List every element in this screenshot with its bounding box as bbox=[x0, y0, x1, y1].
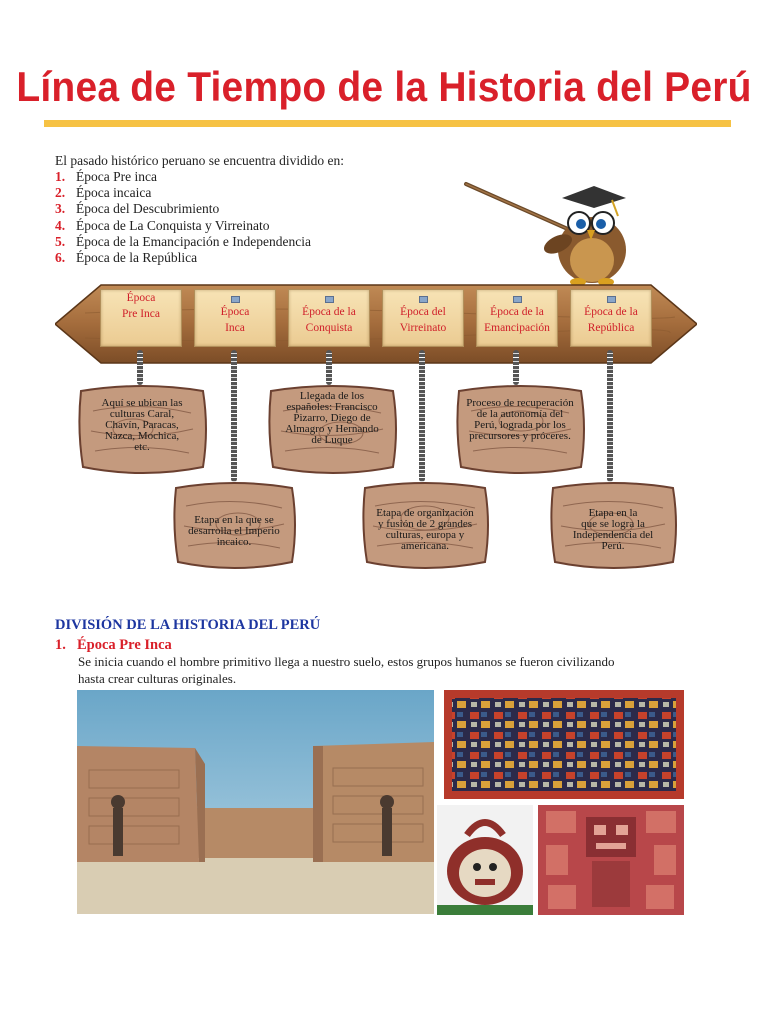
wood-sign-pre-inca bbox=[73, 381, 211, 477]
chan-chan-photo bbox=[77, 690, 434, 914]
sign-text: Llegada de los españoles: Francisco Pizarro, Diego de Almagro y Hernando de Luque bbox=[285, 390, 379, 446]
timeline-label-text: Época Inca bbox=[220, 306, 250, 334]
list-item bbox=[55, 201, 344, 217]
sign-text: Etapa de organización y fusión de 2 grandes culturas, europa y americana. bbox=[376, 507, 474, 552]
document-icon bbox=[231, 296, 240, 303]
wood-sign-republica bbox=[545, 478, 681, 572]
sign-text: Aquí se ubican las culturas Caral, Chavín, Paracas, Nazca, Mochica, etc. bbox=[101, 397, 183, 453]
timeline-label-text: Época de la Emancipación bbox=[484, 306, 550, 334]
subsection-label: Época Pre Inca bbox=[77, 637, 172, 653]
subsection-number: 1. bbox=[55, 637, 66, 653]
timeline-label-pre-inca bbox=[100, 289, 182, 347]
stone-carving-photo bbox=[538, 805, 684, 915]
list-item bbox=[55, 250, 344, 266]
title-underline bbox=[44, 120, 731, 127]
list-label: Época incaica bbox=[76, 185, 152, 201]
wood-sign-emancipacion bbox=[451, 381, 589, 477]
epoch-list bbox=[55, 169, 344, 266]
page-title: Línea de Tiempo de la Historia del Perú bbox=[16, 64, 752, 111]
wood-sign-inca bbox=[168, 478, 300, 572]
list-number: 4. bbox=[55, 217, 66, 233]
timeline-label-text: Época Pre Inca bbox=[122, 292, 160, 320]
chain bbox=[326, 350, 332, 385]
timeline-label-inca bbox=[194, 289, 276, 347]
owl-teacher-illustration bbox=[462, 178, 632, 288]
textile-photo bbox=[444, 690, 684, 799]
chain bbox=[419, 350, 425, 482]
timeline-label-virreinato bbox=[382, 289, 464, 347]
list-label: Época Pre inca bbox=[76, 169, 157, 184]
subsection-title bbox=[55, 637, 172, 654]
list-number: 5. bbox=[55, 233, 66, 249]
list-item bbox=[55, 169, 344, 185]
chain bbox=[137, 350, 143, 385]
sign-text: Proceso de recuperación de la autonomía del Perú, lograda por los precursores y próceres. bbox=[466, 397, 574, 442]
list-item bbox=[55, 234, 344, 250]
timeline-label-republica bbox=[570, 289, 652, 347]
list-label: Época de la Emancipación e Independencia bbox=[76, 233, 312, 249]
chain bbox=[513, 350, 519, 385]
ceramic-vessel-photo bbox=[437, 805, 533, 915]
list-label: Época del Descubrimiento bbox=[76, 201, 220, 217]
list-number: 2. bbox=[55, 185, 66, 201]
list-number: 1. bbox=[55, 169, 66, 184]
intro-block bbox=[55, 153, 344, 266]
list-item bbox=[55, 218, 344, 234]
wood-sign-conquista bbox=[263, 381, 401, 477]
timeline-label-conquista bbox=[288, 289, 370, 347]
list-label: Época de La Conquista y Virreinato bbox=[76, 217, 270, 233]
chain bbox=[607, 350, 613, 482]
section-paragraph: Se inicia cuando el hombre primitivo llega a nuestro suelo, estos grupos humanos se fueron civilizando hasta crear culturas originales. bbox=[78, 654, 615, 686]
timeline-label-text: Época de la República bbox=[584, 306, 638, 334]
timeline-label-text: Época de la Conquista bbox=[302, 306, 356, 334]
timeline-label-emancipacion bbox=[476, 289, 558, 347]
list-label: Época de la República bbox=[76, 249, 198, 265]
timeline-label-text: Época del Virreinato bbox=[399, 306, 447, 334]
chain bbox=[231, 350, 237, 482]
sign-text: Etapa en la que se desarrolla el Imperio incaico. bbox=[188, 514, 280, 548]
document-icon bbox=[513, 296, 522, 303]
sign-text: Etapa en la que se logra la Independencia del Perú. bbox=[572, 507, 654, 552]
document-icon bbox=[419, 296, 428, 303]
list-number: 6. bbox=[55, 249, 66, 265]
wood-sign-virreinato bbox=[357, 478, 493, 572]
intro-lead: El pasado histórico peruano se encuentra dividido en: bbox=[55, 153, 345, 168]
document-icon bbox=[325, 296, 334, 303]
document-icon bbox=[607, 296, 616, 303]
list-number: 3. bbox=[55, 201, 66, 217]
section-title: DIVISIÓN DE LA HISTORIA DEL PERÚ bbox=[55, 617, 321, 633]
list-item bbox=[55, 185, 344, 201]
